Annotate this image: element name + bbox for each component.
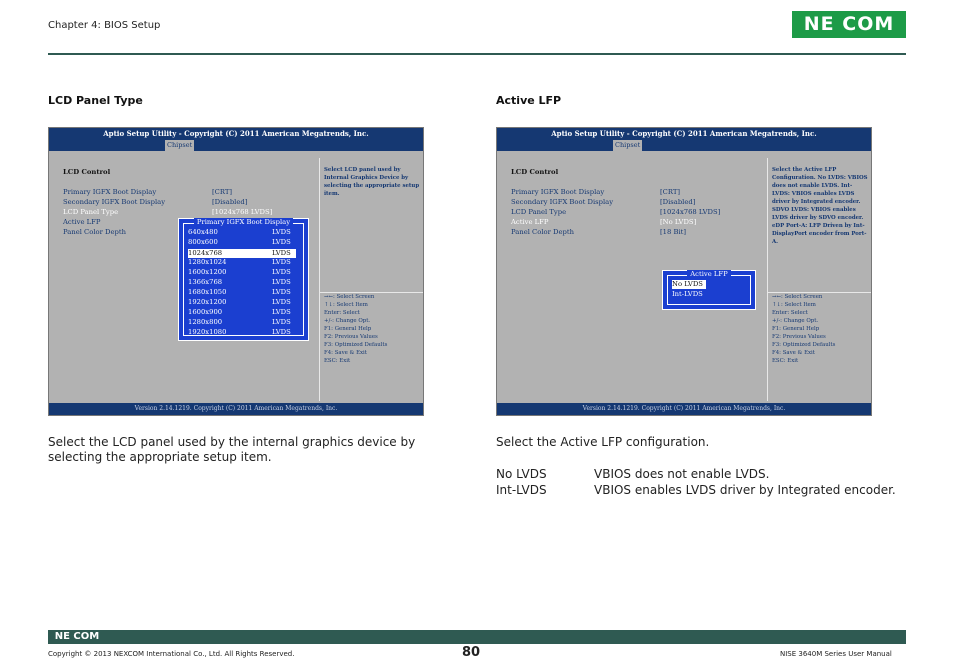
- menu-item-lcd-panel-type[interactable]: LCD Panel Type: [511, 208, 567, 216]
- menu-item-primary-igfx[interactable]: Primary IGFX Boot Display: [63, 188, 157, 196]
- popup-title: Primary IGFX Boot Display: [194, 218, 293, 226]
- footer-bar: [48, 630, 906, 644]
- definition-term: No LVDS: [496, 467, 547, 481]
- popup-option[interactable]: 1600x1200 LVDS: [188, 268, 291, 276]
- value-panel-color-depth: [18 Bit]: [660, 228, 687, 236]
- popup-title: Active LFP: [687, 270, 730, 278]
- active-lfp-description: Select the Active LFP configuration.: [496, 435, 710, 449]
- bios-screenshot-right: [496, 127, 872, 416]
- menu-item-primary-igfx[interactable]: Primary IGFX Boot Display: [511, 188, 605, 196]
- bios-header: Aptio Setup Utility - Copyright (C) 2011 American Megatrends, Inc.: [497, 128, 871, 140]
- popup-option[interactable]: 1366x768 LVDS: [188, 278, 291, 286]
- menu-item-secondary-igfx[interactable]: Secondary IGFX Boot Display: [63, 198, 166, 206]
- popup-option-selected[interactable]: No LVDS: [672, 280, 706, 289]
- bios-screenshot-left: [48, 127, 424, 416]
- popup-option[interactable]: 640x480 LVDS: [188, 228, 291, 236]
- nexcom-logo: NE COM: [792, 11, 906, 38]
- help-text: Select LCD panel used by Internal Graphics Device by selecting the appropriate setup item.: [324, 167, 420, 197]
- bios-footer: Version 2.14.1219. Copyright (C) 2011 American Megatrends, Inc.: [497, 403, 871, 415]
- footer-logo: NE COM: [54, 631, 100, 642]
- section-title-active-lfp: Active LFP: [496, 94, 562, 107]
- popup-option[interactable]: 1280x1024 LVDS: [188, 258, 291, 266]
- bios-header: Aptio Setup Utility - Copyright (C) 2011 American Megatrends, Inc.: [49, 128, 423, 140]
- section-title-lcd-panel-type: LCD Panel Type: [48, 94, 143, 107]
- value-secondary-igfx: [Disabled]: [660, 198, 696, 206]
- popup-option[interactable]: 1280x800 LVDS: [188, 318, 291, 326]
- menu-item-active-lfp[interactable]: Active LFP: [511, 218, 549, 226]
- popup-option[interactable]: 1920x1080 LVDS: [188, 328, 291, 336]
- menu-item-panel-color-depth[interactable]: Panel Color Depth: [63, 228, 126, 236]
- bios-footer: Version 2.14.1219. Copyright (C) 2011 American Megatrends, Inc.: [49, 403, 423, 415]
- key-legend: →←: Select Screen ↑↓: Select Item Enter: Select +/-: Change Opt. F1: General Help F2: Previous Values F3: Optimized Defaults F4: Save & Exit ESC: Exit: [324, 294, 388, 364]
- definition-desc: VBIOS enables LVDS driver by Integrated encoder.: [594, 483, 896, 497]
- popup-option[interactable]: 1920x1200 LVDS: [188, 298, 291, 306]
- value-active-lfp: [No LVDS]: [660, 218, 697, 226]
- copyright-text: Copyright © 2013 NEXCOM International Co., Ltd. All Rights Reserved.: [48, 650, 295, 658]
- bios-section-title: LCD Control: [63, 168, 111, 176]
- popup-option[interactable]: 800x600 LVDS: [188, 238, 291, 246]
- page-number: 80: [462, 645, 481, 660]
- help-text: Select the Active LFP Configuration. No LVDS: VBIOS does not enable LVDS. Int-LVDS: VBIOS enables LVDS driver by Integrated encoder. SDVO LVDS: VBIOS enables LVDS driver by SDVO encoder. eDP Port-A: LFP Driven by Int-DisplayPort encoder from Port-A.: [772, 167, 868, 245]
- definition-desc: VBIOS does not enable LVDS.: [594, 467, 770, 481]
- popup-option[interactable]: 1600x900 LVDS: [188, 308, 291, 316]
- manual-title: NISE 3640M Series User Manual: [780, 650, 892, 658]
- value-lcd-panel-type: [1024x768 LVDS]: [660, 208, 721, 216]
- popup-option[interactable]: Int-LVDS: [672, 290, 703, 298]
- key-legend: →←: Select Screen ↑↓: Select Item Enter: Select +/-: Change Opt. F1: General Help F2: Previous Values F3: Optimized Defaults F4: Save & Exit ESC: Exit: [772, 294, 836, 364]
- tab-chipset[interactable]: Chipset: [167, 141, 193, 149]
- value-primary-igfx: [CRT]: [212, 188, 233, 196]
- popup-option[interactable]: 1680x1050 LVDS: [188, 288, 291, 296]
- lcd-panel-description: Select the LCD panel used by the internal graphics device by selecting the appropriate setup item.: [48, 435, 416, 464]
- bios-section-title: LCD Control: [511, 168, 559, 176]
- lcd-panel-type-popup: [178, 218, 309, 341]
- definition-term: Int-LVDS: [496, 483, 547, 497]
- value-lcd-panel-type: [1024x768 LVDS]: [212, 208, 273, 216]
- chapter-label: Chapter 4: BIOS Setup: [48, 20, 161, 31]
- popup-option-selected[interactable]: 1024x768 LVDS: [188, 249, 296, 258]
- footer-decor-square: [889, 631, 898, 640]
- tab-chipset[interactable]: Chipset: [615, 141, 641, 149]
- menu-item-panel-color-depth[interactable]: Panel Color Depth: [511, 228, 574, 236]
- active-lfp-popup: [662, 270, 756, 310]
- value-primary-igfx: [CRT]: [660, 188, 681, 196]
- menu-item-secondary-igfx[interactable]: Secondary IGFX Boot Display: [511, 198, 614, 206]
- menu-item-lcd-panel-type[interactable]: LCD Panel Type: [63, 208, 119, 216]
- header-divider: [48, 53, 906, 55]
- value-secondary-igfx: [Disabled]: [212, 198, 248, 206]
- menu-item-active-lfp[interactable]: Active LFP: [63, 218, 101, 226]
